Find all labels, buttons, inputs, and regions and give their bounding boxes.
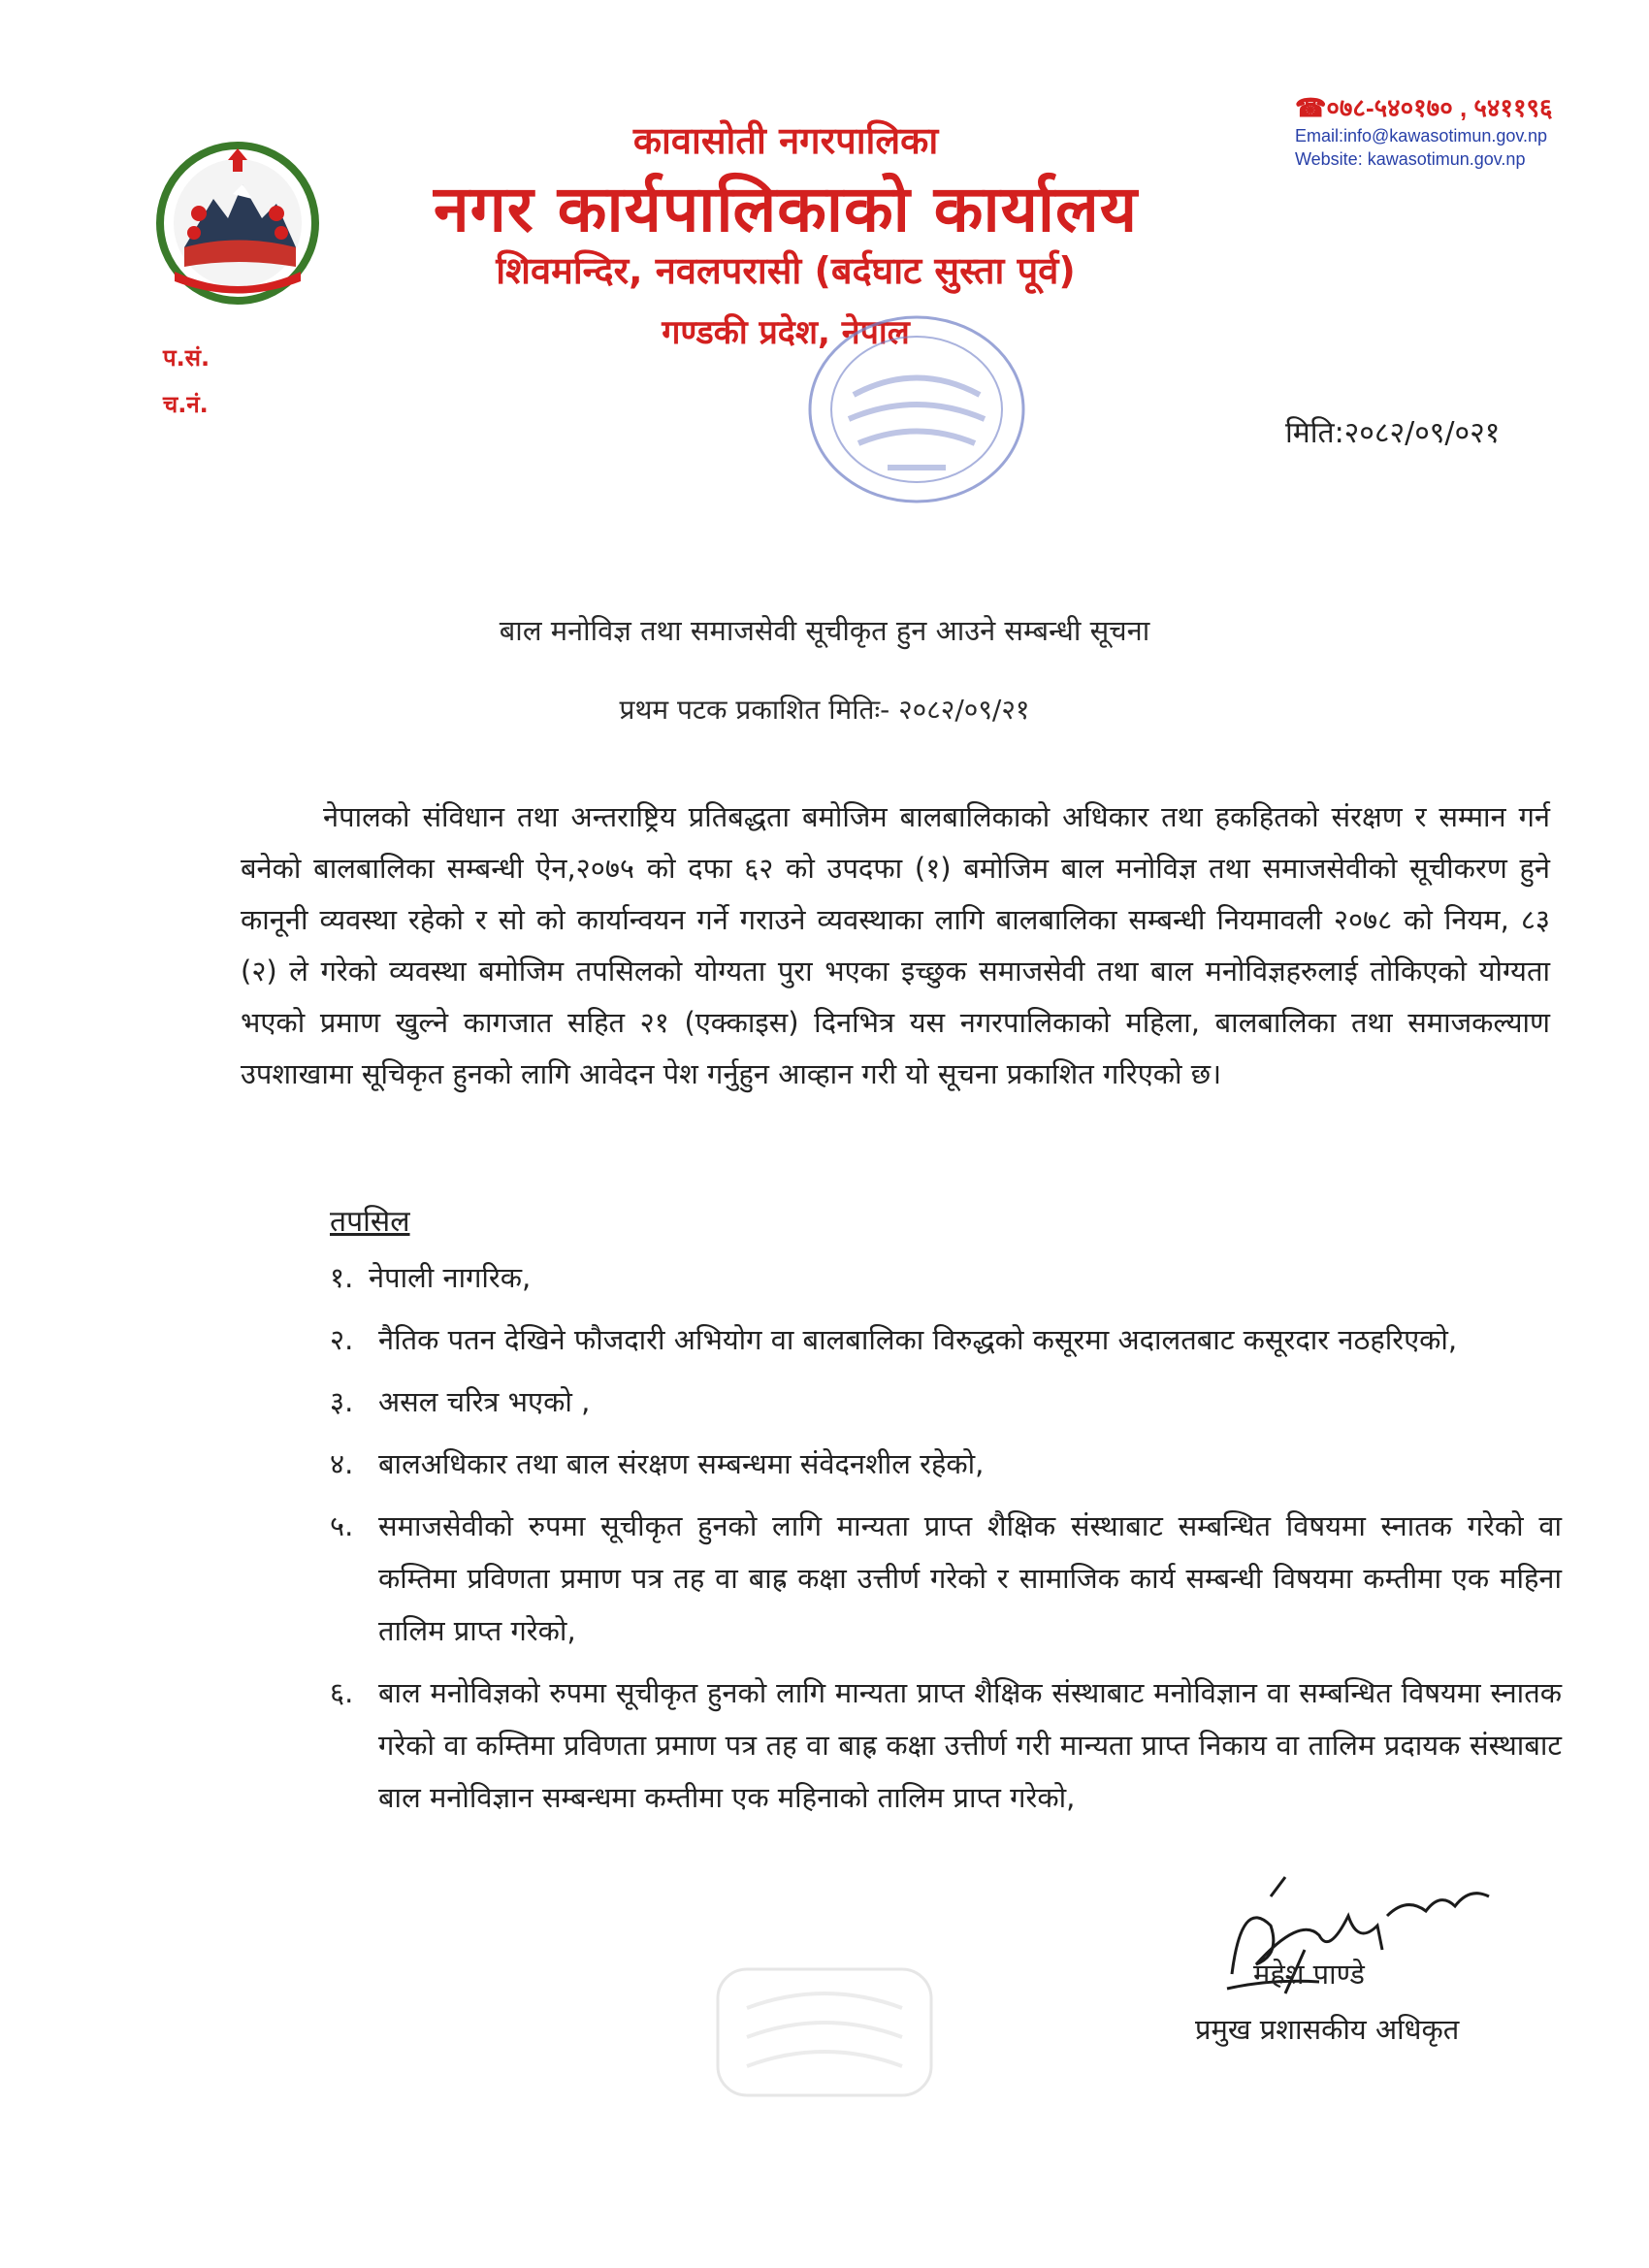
website-address: Website: kawasotimun.gov.np — [1295, 149, 1526, 169]
province-line: गण्डकी प्रदेश, नेपाल — [662, 313, 910, 352]
criteria-number: ५. — [330, 1509, 354, 1542]
criteria-text: बालअधिकार तथा बाल संरक्षण सम्बन्धमा संवेदनशील रहेको, — [378, 1447, 985, 1480]
criteria-text: नेपाली नागरिक, — [369, 1261, 532, 1294]
criteria-item — [330, 1500, 1562, 1657]
criteria-text: समाजसेवीको रुपमा सूचीकृत हुनको लागि मान्यता प्राप्त शैक्षिक संस्थाबाट सम्बन्धित विषयमा स्नातक गरेको वा कम्तिमा प्रविणता प्रमाण पत्र तह वा बाह्र कक्षा उत्तीर्ण गरेको र सामाजिक कार्य सम्बन्धी विषयमा कम्तीमा एक महिना तालिम प्राप्त गरेको, — [378, 1509, 1562, 1647]
criteria-item — [330, 1313, 1562, 1366]
notice-body: नेपालको संविधान तथा अन्तराष्ट्रिय प्रतिबद्धता बमोजिम बालबालिकाको अधिकार तथा हकहितको संरक्षण र सम्मान गर्न बनेको बालबालिका सम्बन्धी ऐन,२०७५ को दफा ६२ को उपदफा (१) बमोजिम बाल मनोविज्ञ तथा समाजसेवीको सूचीकरण हुने कानूनी व्यवस्था रहेको र सो को कार्यान्वयन गर्ने गराउने व्यवस्थाका लागि बालबालिका सम्बन्धी नियमावली २०७८ को नियम, ८३ (२) ले गरेको व्यवस्था बमोजिम तपसिलको योग्यता पुरा भएका इच्छुक समाजसेवी तथा बाल मनोविज्ञहरुलाई तोकिएको योग्यता भएको प्रमाण खुल्ने कागजात सहित २१ (एक्काइस) दिनभित्र यस नगरपालिकाको महिला, बालबालिका तथा समाजकल्याण उपशाखामा सूचिकृत हुनको लागि आवेदन पेश गर्नुहुन आव्हान गरी यो सूचना प्रकाशित गरिएको छ। — [241, 800, 1550, 1090]
criteria-text: नैतिक पतन देखिने फौजदारी अभियोग वा बालबालिका विरुद्धको कसूरमा अदालतबाट कसूरदार नठहरिएको, — [378, 1323, 1458, 1356]
criteria-number: ३. — [330, 1385, 354, 1418]
schedule-heading: तपसिल — [330, 1205, 410, 1239]
criteria-item — [330, 1251, 1562, 1304]
contact-block — [1295, 89, 1625, 171]
office-address: शिवमन्दिर, नवलपरासी (बर्दघाट सुस्ता पूर्व) — [496, 249, 1076, 292]
office-seal-stamp — [795, 303, 1038, 516]
signatory-title: प्रमुख प्रशासकीय अधिकृत — [1195, 2013, 1460, 2046]
criteria-list — [330, 1251, 1562, 1833]
criteria-text: बाल मनोविज्ञको रुपमा सूचीकृत हुनको लागि मान्यता प्राप्त शैक्षिक संस्थाबाट मनोविज्ञान वा सम्बन्धित विषयमा स्नातक गरेको वा कम्तिमा प्रविणता प्रमाण पत्र तह वा बाह्र कक्षा उत्तीर्ण गरी मान्यता प्राप्त निकाय वा तालिम प्रदायक संस्थाबाट बाल मनोविज्ञान सम्बन्धमा कम्तीमा एक महिनाको तालिम प्राप्त गरेको, — [378, 1676, 1562, 1814]
criteria-item — [330, 1376, 1562, 1428]
email-address: Email:info@kawasotimun.gov.np — [1295, 126, 1548, 146]
criteria-item — [330, 1667, 1562, 1824]
criteria-number: ६. — [330, 1676, 354, 1709]
criteria-number: ४. — [330, 1447, 354, 1480]
office-name: नगर कार्यपालिकाको कार्यालय — [434, 172, 1138, 246]
criteria-number: २. — [330, 1323, 354, 1356]
reference-cn: च.नं. — [163, 391, 209, 418]
phone-number: ☎०७८-५४०१७० , ५४११९६ — [1295, 93, 1553, 122]
criteria-item — [330, 1438, 1562, 1490]
letter-date: मिति:२०८२/०९/०२१ — [1285, 416, 1501, 450]
reference-ps: प.सं. — [163, 344, 210, 372]
embossed-seal — [698, 1950, 951, 2115]
signatory-name: महेश पाण्डे — [1253, 1958, 1365, 1991]
criteria-number: १. — [330, 1261, 354, 1294]
municipality-name: कावासोती नगरपालिका — [632, 119, 939, 162]
first-published-date: प्रथम पटक प्रकाशित मितिः- २०८२/०९/२१ — [619, 694, 1030, 726]
criteria-text: असल चरित्र भएको , — [378, 1385, 591, 1418]
notice-subject: बाल मनोविज्ञ तथा समाजसेवी सूचीकृत हुन आउने सम्बन्धी सूचना — [499, 614, 1150, 647]
